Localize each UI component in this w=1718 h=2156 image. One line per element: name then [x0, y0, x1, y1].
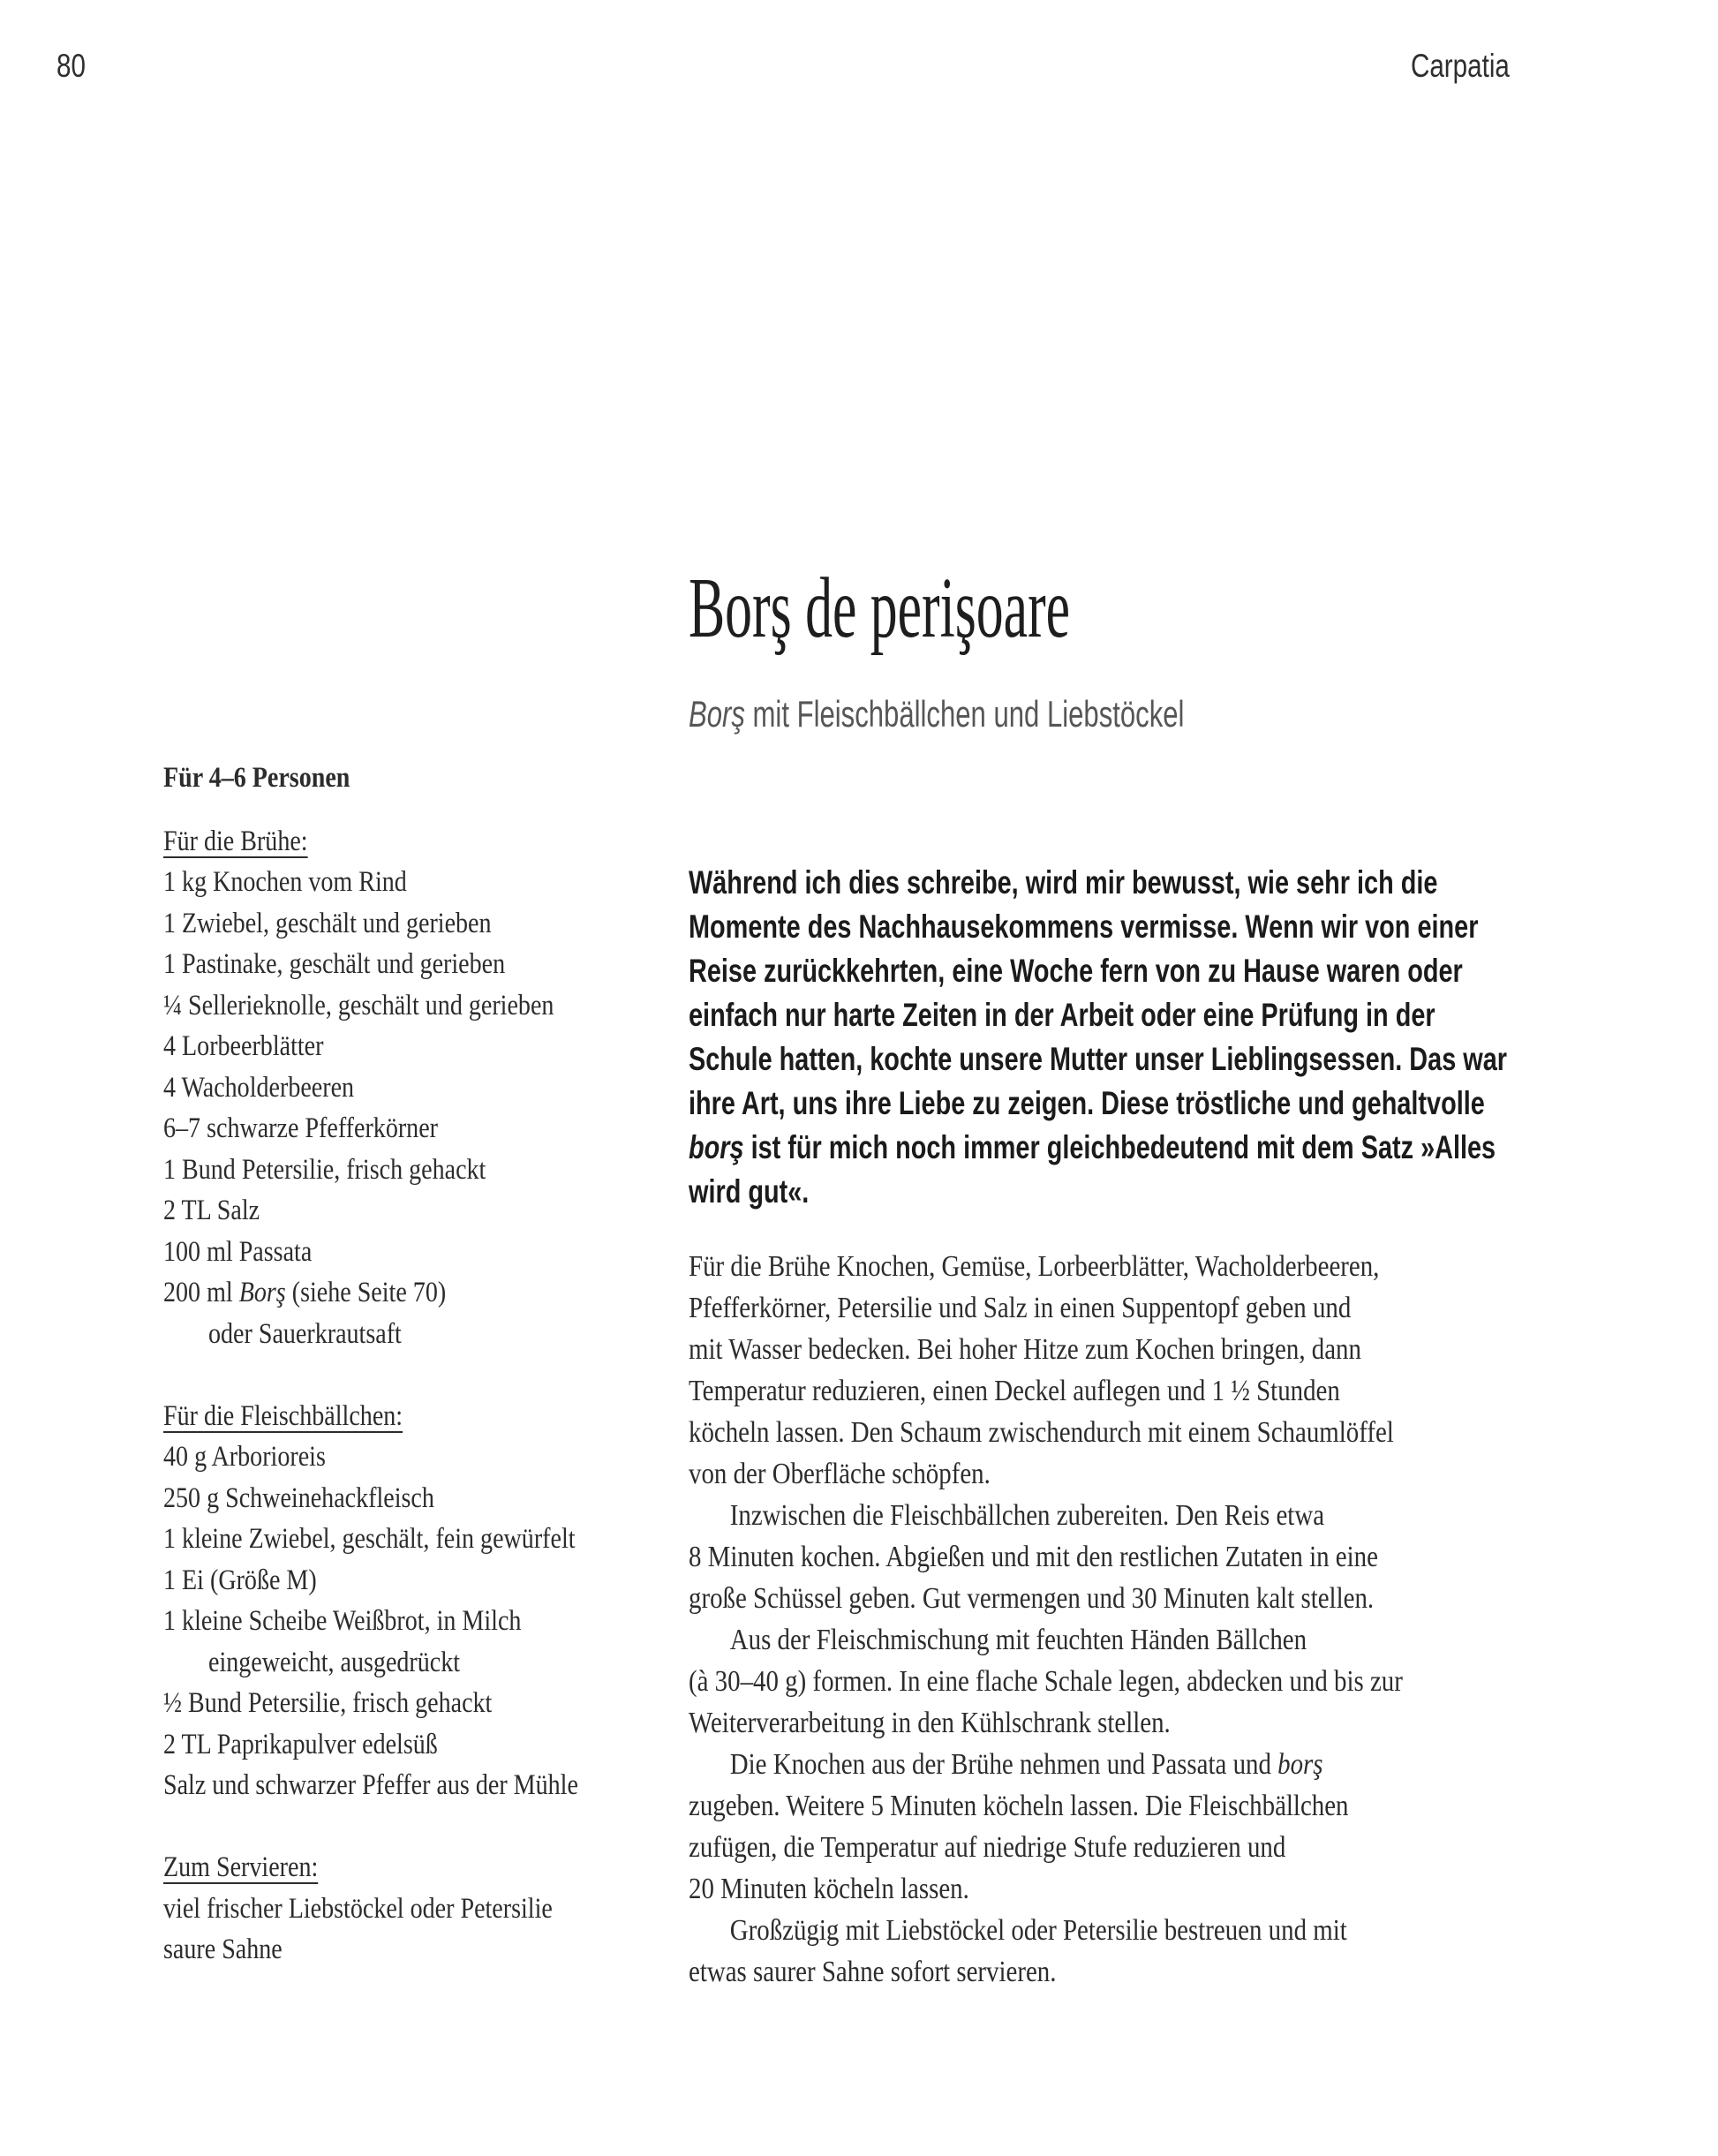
method-line: Inzwischen die Fleischbällchen zubereiten. Den Reis etwa: [729, 1499, 1325, 1532]
ingredient-section-heading: Für die Brühe:: [163, 825, 308, 857]
method-line: Die Knochen aus der Brühe nehmen und Passata und borş: [729, 1748, 1323, 1781]
ingredient-line: viel frischer Liebstöckel oder Petersilie: [163, 1892, 553, 1925]
ingredient-line: 6–7 schwarze Pfefferkörner: [163, 1112, 439, 1144]
ingredient-section: [163, 1847, 704, 1971]
intro-line: ihre Art, uns ihre Liebe zu zeigen. Diese tröstliche und gehaltvolle: [689, 1085, 1485, 1121]
servings-line: Für 4–6 Personen: [163, 762, 350, 794]
running-head-book-title: Carpatia: [1411, 48, 1510, 84]
method-line: etwas saurer Sahne sofort servieren.: [689, 1956, 1057, 1988]
ingredient-line: Salz und schwarzer Pfeffer aus der Mühle: [163, 1769, 578, 1801]
ingredients-column: [163, 758, 704, 1971]
method-line: Pfefferkörner, Petersilie und Salz in einen Suppentopf geben und: [689, 1292, 1352, 1324]
method-line: zufügen, die Temperatur auf niedrige Stufe reduzieren und: [689, 1831, 1286, 1864]
recipe-title: Borş de perişoare: [689, 561, 1071, 656]
method-line: große Schüssel geben. Gut vermengen und 30 Minuten kalt stellen.: [689, 1582, 1375, 1615]
intro-paragraph: [689, 861, 1507, 1214]
ingredient-line: 1 kleine Scheibe Weißbrot, in Milch: [163, 1605, 522, 1637]
page-number: 80: [57, 48, 86, 84]
ingredient-line: 1 Bund Petersilie, frisch gehackt: [163, 1153, 486, 1186]
ingredient-line: 2 TL Salz: [163, 1195, 260, 1226]
ingredient-line: saure Sahne: [163, 1934, 283, 1965]
method-line: 20 Minuten köcheln lassen.: [689, 1873, 969, 1905]
method-line: (à 30–40 g) formen. In eine flache Schale legen, abdecken und bis zur: [689, 1665, 1403, 1698]
ingredient-line: ¼ Sellerieknolle, geschält und gerieben: [163, 989, 554, 1021]
method-line: von der Oberfläche schöpfen.: [689, 1458, 991, 1490]
ingredient-line: 2 TL Paprikapulver edelsüß: [163, 1728, 438, 1760]
method-line: 8 Minuten kochen. Abgießen und mit den restlichen Zutaten in eine: [689, 1541, 1378, 1573]
method-line: Großzügig mit Liebstöckel oder Petersilie bestreuen und mit: [729, 1914, 1347, 1947]
intro-line: Während ich dies schreibe, wird mir bewusst, wie sehr ich die: [689, 864, 1438, 901]
ingredient-line: ½ Bund Petersilie, frisch gehackt: [163, 1687, 493, 1719]
ingredient-section-heading: Für die Fleischbällchen:: [163, 1399, 403, 1432]
ingredient-line: 40 g Arborioreis: [163, 1441, 326, 1473]
intro-line: Reise zurückkehrten, eine Woche fern von zu Hause waren oder: [689, 953, 1463, 989]
recipe-subtitle: Borş mit Fleischbällchen und Liebstöckel: [689, 693, 1185, 735]
method-line: zugeben. Weitere 5 Minuten köcheln lassen. Die Fleischbällchen: [689, 1790, 1349, 1822]
method-line: köcheln lassen. Den Schaum zwischendurch mit einem Schaumlöffel: [689, 1416, 1394, 1449]
ingredient-line: eingeweicht, ausgedrückt: [208, 1646, 461, 1678]
ingredient-line: oder Sauerkrautsaft: [208, 1317, 402, 1350]
method-line: Aus der Fleischmischung mit feuchten Händen Bällchen: [729, 1624, 1307, 1656]
intro-line: borş ist für mich noch immer gleichbedeutend mit dem Satz »Alles: [689, 1129, 1496, 1165]
ingredient-sections: [163, 821, 704, 1971]
ingredient-line: 4 Wacholderbeeren: [163, 1071, 355, 1104]
method-line: Für die Brühe Knochen, Gemüse, Lorbeerblätter, Wacholderbeeren,: [689, 1250, 1380, 1283]
ingredient-section: [163, 1396, 704, 1806]
ingredient-section: [163, 821, 704, 1355]
ingredient-line: 1 kleine Zwiebel, geschält, fein gewürfelt: [163, 1523, 576, 1555]
method-text: [689, 1246, 1403, 1993]
ingredient-section-heading: Zum Servieren:: [163, 1851, 319, 1883]
ingredient-line: 200 ml Borş (siehe Seite 70): [163, 1277, 447, 1308]
method-line: Weiterverarbeitung in den Kühlschrank stellen.: [689, 1707, 1171, 1739]
ingredient-line: 100 ml Passata: [163, 1235, 313, 1268]
intro-line: einfach nur harte Zeiten in der Arbeit oder eine Prüfung in der: [689, 997, 1435, 1033]
method-line: Temperatur reduzieren, einen Deckel auflegen und 1 ½ Stunden: [689, 1375, 1340, 1407]
method-line: mit Wasser bedecken. Bei hoher Hitze zum Kochen bringen, dann: [689, 1333, 1361, 1366]
intro-line: Schule hatten, kochte unsere Mutter unser Lieblingsessen. Das war: [689, 1041, 1507, 1077]
intro-line: wird gut«.: [689, 1173, 810, 1210]
ingredient-line: 1 Zwiebel, geschält und gerieben: [163, 907, 492, 939]
ingredient-line: 4 Lorbeerblätter: [163, 1030, 324, 1062]
ingredient-line: 1 Ei (Größe M): [163, 1564, 317, 1596]
intro-line: Momente des Nachhausekommens vermisse. Wenn wir von einer: [689, 908, 1479, 945]
ingredient-line: 1 kg Knochen vom Rind: [163, 866, 407, 898]
ingredient-line: 250 g Schweinehackfleisch: [163, 1481, 434, 1514]
ingredient-line: 1 Pastinake, geschält und gerieben: [163, 948, 506, 980]
